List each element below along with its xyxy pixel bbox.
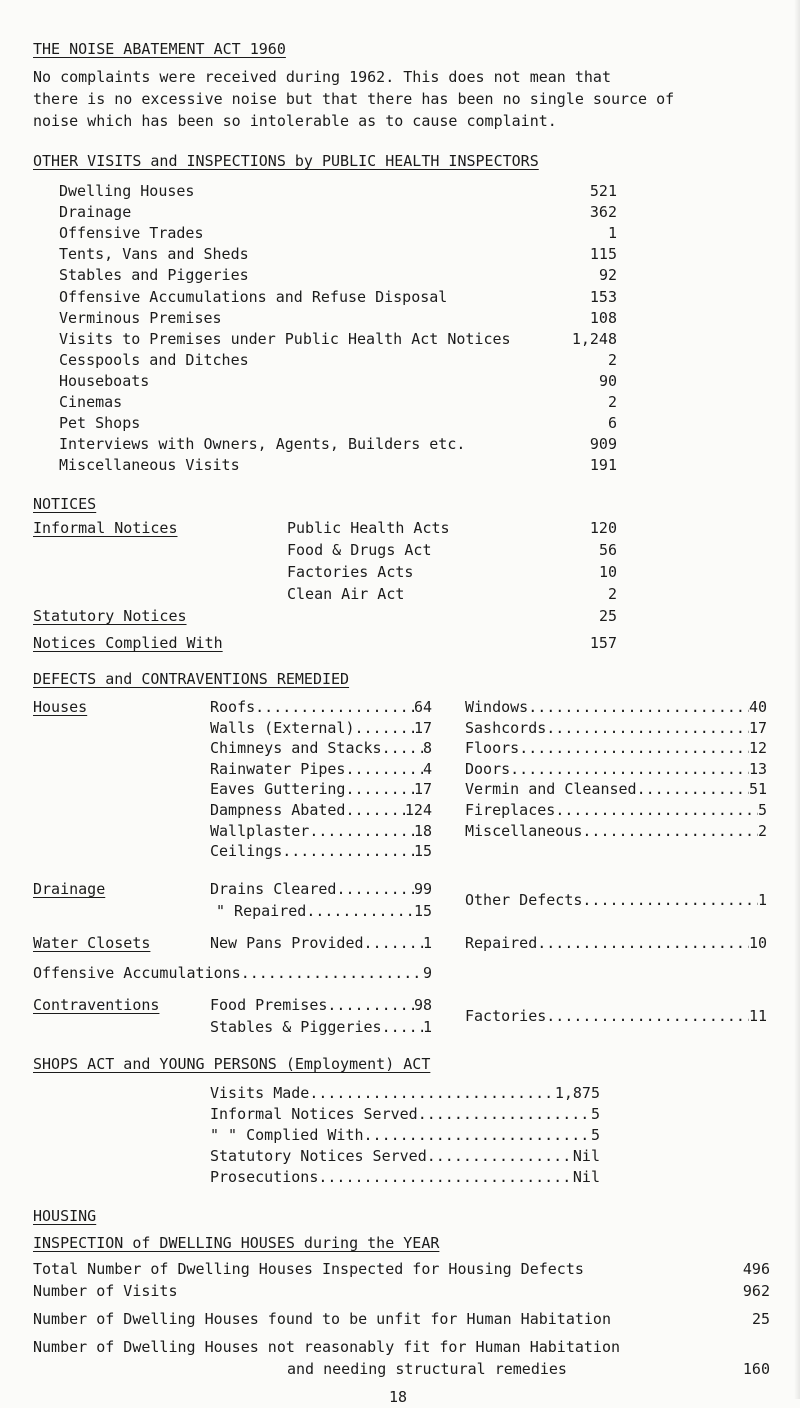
- house-defect-row-value: 40: [748, 698, 767, 716]
- leader-dots: [309, 820, 414, 842]
- visit-row-value: 2: [607, 351, 617, 369]
- stables-row: [210, 1016, 432, 1038]
- leader-dots: [345, 778, 413, 800]
- shops-row-label: Informal Notices Served: [210, 1105, 418, 1123]
- house-defect-row-value: 13: [748, 760, 767, 778]
- house-defect-row-label: Walls (External): [210, 719, 355, 737]
- visit-row-value: 92: [598, 266, 617, 284]
- visit-row-label: Miscellaneous Visits: [59, 456, 240, 474]
- new-pans-label: New Pans Provided: [210, 934, 364, 952]
- housing-notfit-label-1: Number of Dwelling Houses not reasonably fit for Human Habitation: [33, 1338, 620, 1356]
- informal-notice-label: Public Health Acts: [287, 519, 450, 537]
- statutory-notices-label: Statutory Notices: [33, 607, 187, 625]
- stables-label: Stables & Piggeries: [210, 1018, 382, 1036]
- shops-row-value: 5: [590, 1105, 600, 1123]
- leader-dots: [519, 737, 749, 759]
- visit-row-value: 153: [589, 288, 617, 306]
- housing-heading: HOUSING: [33, 1207, 97, 1225]
- wc-repaired-row: [465, 932, 767, 954]
- house-defect-row: [465, 799, 767, 821]
- other-defects-label: Other Defects: [465, 891, 583, 909]
- visit-row-label: Verminous Premises: [59, 309, 222, 327]
- leader-dots: [382, 737, 423, 759]
- shops-row: [210, 1166, 600, 1188]
- housing-unfit-value: 25: [751, 1310, 770, 1328]
- shops-row: [210, 1145, 600, 1167]
- informal-notices-label: Informal Notices: [33, 519, 178, 537]
- visit-row-label: Cesspools and Ditches: [59, 351, 249, 369]
- leader-dots: [427, 1145, 573, 1167]
- shops-row-label: Prosecutions: [210, 1168, 319, 1186]
- visit-row-label: Offensive Trades: [59, 224, 204, 242]
- notices-complied-label: Notices Complied With: [33, 634, 223, 652]
- drains-cleared-row: [210, 878, 432, 900]
- new-pans-value: 1: [422, 934, 432, 952]
- informal-notice-value: 10: [598, 563, 617, 581]
- visit-row-value: 108: [589, 309, 617, 327]
- house-defect-row-value: 18: [413, 822, 432, 840]
- leader-dots: [418, 1103, 591, 1125]
- visit-row-value: 1: [607, 224, 617, 242]
- offensive-accumulations-label: Offensive Accumulations: [33, 964, 241, 982]
- shops-row-value: Nil: [572, 1147, 600, 1165]
- informal-notice-value: 2: [607, 585, 617, 603]
- new-pans-row: [210, 932, 432, 954]
- wc-repaired-value: 10: [748, 934, 767, 952]
- drains-cleared-value: 99: [413, 880, 432, 898]
- house-defect-row-label: Wallplaster: [210, 822, 310, 840]
- noise-line-1: No complaints were received during 1962. This does not mean that: [33, 68, 611, 86]
- leader-dots: [364, 1124, 591, 1146]
- informal-notice-value: 56: [598, 541, 617, 559]
- shops-row-value: 5: [590, 1126, 600, 1144]
- leader-dots: [309, 1082, 555, 1104]
- leader-dots: [345, 758, 423, 780]
- leader-dots: [255, 696, 414, 718]
- shops-heading: SHOPS ACT and YOUNG PERSONS (Employment) ACT: [33, 1055, 431, 1073]
- factories-row: [465, 1005, 767, 1027]
- house-defect-row-value: 2: [757, 822, 767, 840]
- drains-repaired-label: " Repaired: [216, 902, 307, 920]
- house-defect-row-label: Rainwater Pipes: [210, 760, 346, 778]
- drains-repaired-value: 15: [413, 902, 432, 920]
- house-defect-row: [210, 799, 432, 821]
- house-defect-row-value: 8: [422, 739, 432, 757]
- visit-row-value: 1,248: [571, 330, 617, 348]
- house-defect-row: [465, 717, 767, 739]
- housing-total-label: Total Number of Dwelling Houses Inspected for Housing Defects: [33, 1260, 584, 1278]
- informal-notice-label: Clean Air Act: [287, 585, 405, 603]
- house-defect-row: [210, 778, 432, 800]
- houses-label: Houses: [33, 698, 88, 716]
- food-premises-label: Food Premises: [210, 996, 328, 1014]
- visit-row-label: Tents, Vans and Sheds: [59, 245, 249, 263]
- stables-value: 1: [422, 1018, 432, 1036]
- house-defect-row: [465, 820, 767, 842]
- visit-row-value: 521: [589, 182, 617, 200]
- noise-line-2: there is no excessive noise but that there has been no single source of: [33, 90, 675, 108]
- house-defect-row: [210, 758, 432, 780]
- factories-label: Factories: [465, 1007, 547, 1025]
- visit-row-label: Interviews with Owners, Agents, Builders etc.: [59, 435, 466, 453]
- notices-heading: NOTICES: [33, 495, 97, 513]
- house-defect-row-label: Roofs: [210, 698, 256, 716]
- leader-dots: [582, 820, 758, 842]
- housing-visits-value: 962: [742, 1282, 770, 1300]
- leader-dots: [282, 840, 414, 862]
- house-defect-row-label: Windows: [465, 698, 529, 716]
- visit-row-label: Drainage: [59, 203, 132, 221]
- visit-row-label: Stables and Piggeries: [59, 266, 249, 284]
- house-defect-row-label: Miscellaneous: [465, 822, 583, 840]
- visit-row-value: 191: [589, 456, 617, 474]
- house-defect-row: [465, 737, 767, 759]
- house-defect-row: [210, 820, 432, 842]
- other-defects-value: 1: [757, 891, 767, 909]
- house-defect-row-value: 51: [748, 780, 767, 798]
- informal-notice-label: Food & Drugs Act: [287, 541, 432, 559]
- visit-row-label: Houseboats: [59, 372, 150, 390]
- visit-row-value: 90: [598, 372, 617, 390]
- housing-unfit-label: Number of Dwelling Houses found to be unfit for Human Habitation: [33, 1310, 611, 1328]
- offensive-accumulations-row: [33, 962, 432, 984]
- noise-heading: THE NOISE ABATEMENT ACT 1960: [33, 40, 286, 58]
- visit-row-label: Offensive Accumulations and Refuse Disposal: [59, 288, 448, 306]
- house-defect-row-label: Vermin and Cleansed: [465, 780, 637, 798]
- house-defect-row-value: 17: [748, 719, 767, 737]
- shops-row: [210, 1124, 600, 1146]
- house-defect-row-value: 5: [757, 801, 767, 819]
- shops-row-label: Visits Made: [210, 1084, 310, 1102]
- visits-heading: OTHER VISITS and INSPECTIONS by PUBLIC HEALTH INSPECTORS: [33, 152, 539, 170]
- visit-row-label: Cinemas: [59, 393, 123, 411]
- leader-dots: [510, 758, 749, 780]
- drains-cleared-label: Drains Cleared: [210, 880, 337, 898]
- visit-row-label: Visits to Premises under Public Health Act Notices: [59, 330, 511, 348]
- house-defect-row: [210, 840, 432, 862]
- leader-dots: [528, 696, 749, 718]
- defects-heading: DEFECTS and CONTRAVENTIONS REMEDIED: [33, 670, 350, 688]
- contraventions-label: Contraventions: [33, 996, 160, 1014]
- house-defect-row-value: 124: [404, 801, 432, 819]
- house-defect-row-value: 64: [413, 698, 432, 716]
- drainage-label: Drainage: [33, 880, 106, 898]
- house-defect-row: [465, 696, 767, 718]
- housing-total-value: 496: [742, 1260, 770, 1278]
- house-defect-row-label: Eaves Guttering: [210, 780, 346, 798]
- other-defects-row: [465, 889, 767, 911]
- visit-row-value: 909: [589, 435, 617, 453]
- visit-row-value: 2: [607, 393, 617, 411]
- house-defect-row-label: Fireplaces: [465, 801, 556, 819]
- factories-value: 11: [748, 1007, 767, 1025]
- notices-complied-value: 157: [589, 634, 617, 652]
- water-closets-label: Water Closets: [33, 934, 151, 952]
- food-premises-value: 98: [413, 996, 432, 1014]
- house-defect-row-value: 15: [413, 842, 432, 860]
- informal-notice-label: Factories Acts: [287, 563, 414, 581]
- leader-dots: [555, 799, 758, 821]
- page-edge-shadow: [794, 0, 800, 1399]
- visit-row-label: Pet Shops: [59, 414, 141, 432]
- wc-repaired-label: Repaired: [465, 934, 538, 952]
- housing-notfit-value: 160: [742, 1360, 770, 1378]
- leader-dots: [345, 799, 404, 821]
- housing-subheading: INSPECTION of DWELLING HOUSES during the YEAR: [33, 1234, 440, 1252]
- shops-row: [210, 1082, 600, 1104]
- page-number: 18: [389, 1388, 408, 1406]
- leader-dots: [355, 717, 414, 739]
- house-defect-row-label: Floors: [465, 739, 520, 757]
- drains-repaired-row: [210, 900, 432, 922]
- leader-dots: [318, 1166, 573, 1188]
- house-defect-row-label: Ceilings: [210, 842, 283, 860]
- offensive-accumulations-value: 9: [422, 964, 432, 982]
- visit-row-label: Dwelling Houses: [59, 182, 195, 200]
- visit-row-value: 6: [607, 414, 617, 432]
- noise-line-3: noise which has been so intolerable as to cause complaint.: [33, 112, 557, 130]
- leader-dots: [637, 778, 749, 800]
- house-defect-row-value: 17: [413, 780, 432, 798]
- housing-notfit-label-2: and needing structural remedies: [287, 1360, 567, 1378]
- visit-row-value: 115: [589, 245, 617, 263]
- house-defect-row-label: Doors: [465, 760, 511, 778]
- house-defect-row: [210, 717, 432, 739]
- house-defect-row-value: 17: [413, 719, 432, 737]
- shops-row-value: 1,875: [554, 1084, 600, 1102]
- house-defect-row: [465, 778, 767, 800]
- house-defect-row-label: Sashcords: [465, 719, 547, 737]
- house-defect-row: [210, 696, 432, 718]
- shops-row-label: Statutory Notices Served: [210, 1147, 427, 1165]
- house-defect-row-label: Chimneys and Stacks: [210, 739, 382, 757]
- housing-visits-label: Number of Visits: [33, 1282, 178, 1300]
- informal-notice-value: 120: [589, 519, 617, 537]
- house-defect-row-value: 4: [422, 760, 432, 778]
- house-defect-row-value: 12: [748, 739, 767, 757]
- leader-dots: [546, 717, 749, 739]
- house-defect-row-label: Dampness Abated: [210, 801, 346, 819]
- visit-row-value: 362: [589, 203, 617, 221]
- house-defect-row: [210, 737, 432, 759]
- food-premises-row: [210, 994, 432, 1016]
- house-defect-row: [465, 758, 767, 780]
- shops-row: [210, 1103, 600, 1125]
- statutory-notices-value: 25: [598, 607, 617, 625]
- shops-row-value: Nil: [572, 1168, 600, 1186]
- shops-row-label: " " Complied With: [210, 1126, 364, 1144]
